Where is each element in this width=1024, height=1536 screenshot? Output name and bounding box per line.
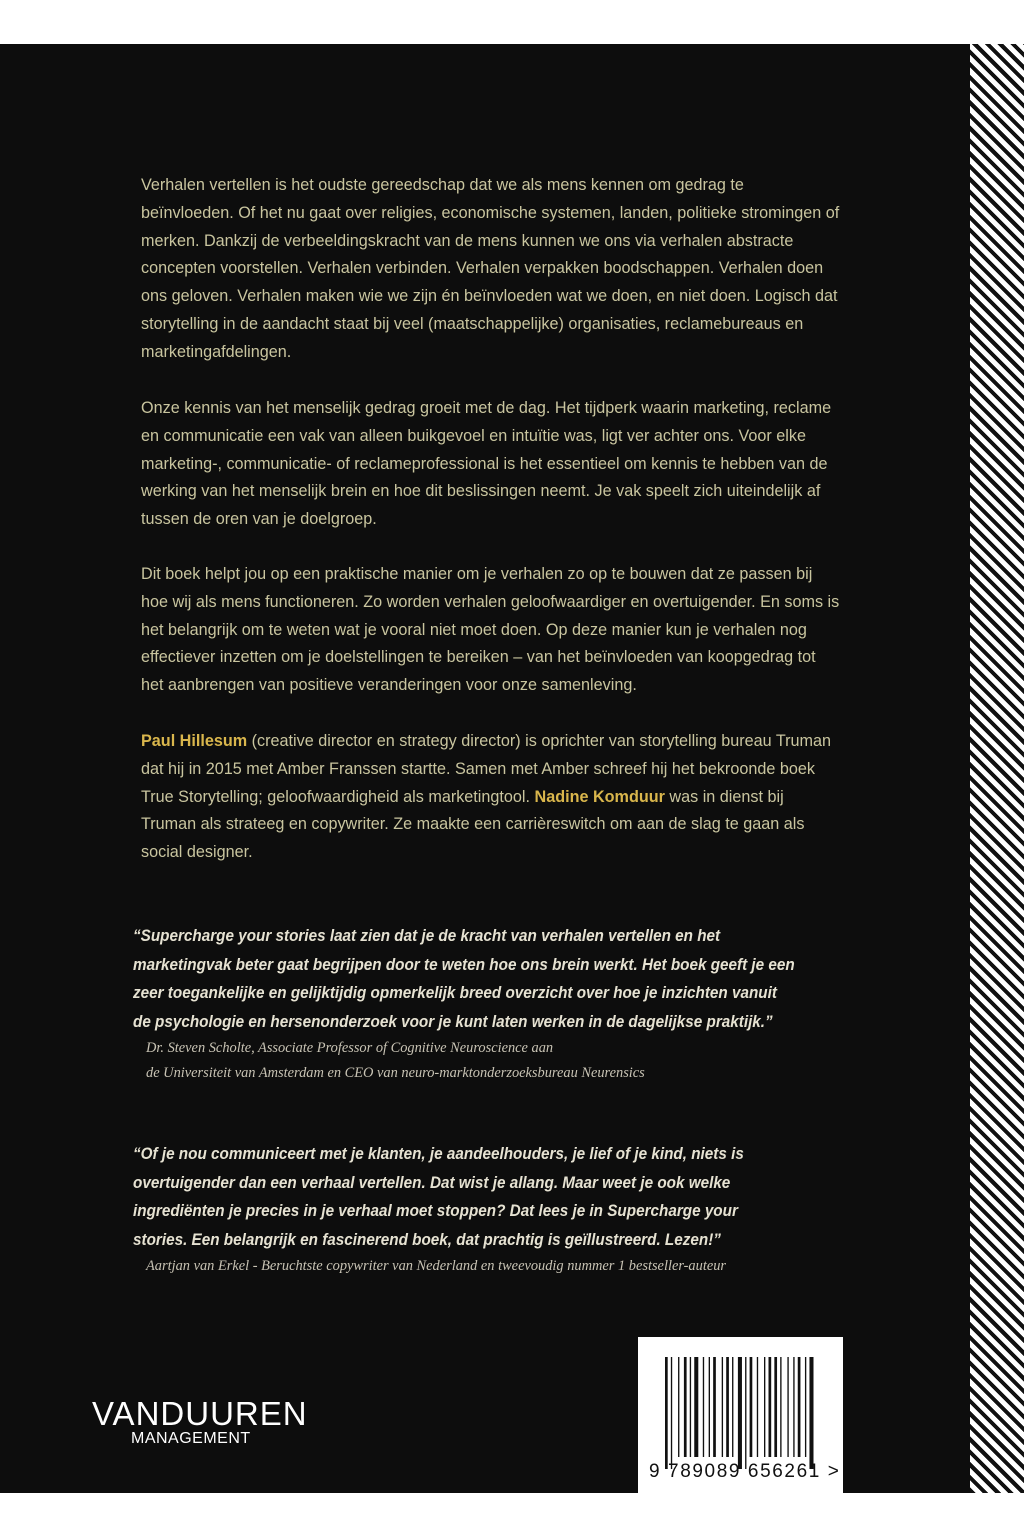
author-name-nadine: Nadine Komduur bbox=[534, 787, 665, 806]
endorsement-quote-1: “Supercharge your stories laat zien dat je de kracht van verhalen vertellen en het marketingvak beter gaat begrijpen door te weten hoe ons brein werkt. Het boek geeft je een zeer toegankelijke en gelijktijdig opmerkelijk breed overzicht over hoe je inzichten vanuit de psychologie en hersenonderzoek voor je kunt laten werken in de dagelijkse praktijk.” bbox=[133, 926, 795, 1031]
barcode-bar bbox=[713, 1357, 716, 1457]
author-bio-paragraph bbox=[141, 728, 841, 867]
barcode-bar bbox=[678, 1357, 679, 1457]
barcode-box bbox=[638, 1337, 843, 1493]
blurb-paragraph-2: Onze kennis van het menselijk gedrag groeit met de dag. Het tijdperk waarin marketing, reclame en communicatie een vak van alleen buikgevoel en intuïtie was, ligt ver achter ons. Voor elke marketing-, communicatie- of reclameprofessional is het essentieel om kennis te hebben van de werking van het menselijk brein en hoe dit beslissingen neemt. Je vak speelt zich uiteindelijk af tussen de oren van je doelgroep. bbox=[141, 399, 832, 529]
barcode-bar bbox=[750, 1357, 753, 1457]
endorsement-attribution-1 bbox=[146, 1036, 826, 1086]
barcode-bar bbox=[694, 1357, 698, 1457]
publisher-logo bbox=[92, 1395, 308, 1447]
barcode-bar bbox=[722, 1357, 723, 1457]
attribution-line-1: Dr. Steven Scholte, Associate Professor of Cognitive Neuroscience aan bbox=[146, 1040, 554, 1056]
barcode-bar bbox=[805, 1357, 806, 1457]
barcode-bar bbox=[798, 1357, 801, 1457]
barcode-bar bbox=[671, 1357, 672, 1469]
blurb-paragraph-3: Dit boek helpt jou op een praktische manier om je verhalen zo op te bouwen dat ze passen bij hoe wij als mens functioneren. Zo worden verhalen geloofwaardiger en overtuigender. En soms is het belangrijk om te weten wat je vooral niet moet doen. Op deze manier kun je verhalen nog effectiever inzetten om je doelstellingen te bereiken – van het beïnvloeden van koopgedrag tot het aanbrengen van positieve veranderingen voor onze samenleving. bbox=[141, 565, 840, 695]
barcode-bar bbox=[709, 1357, 710, 1457]
author-name-paul: Paul Hillesum bbox=[141, 732, 248, 750]
barcode-bar bbox=[690, 1357, 691, 1457]
isbn-number: 9 789089 656261 > bbox=[649, 1461, 841, 1482]
barcode-bar bbox=[774, 1357, 777, 1457]
publisher-subtitle: MANAGEMENT bbox=[131, 1430, 251, 1447]
barcode-bar bbox=[703, 1357, 704, 1457]
barcode-icon bbox=[665, 1357, 830, 1469]
barcode-bar bbox=[745, 1357, 746, 1469]
barcode-bar bbox=[738, 1357, 742, 1469]
attribution-line-2: de Universiteit van Amsterdam en CEO van neuro-marktonderzoeksbureau Neurensics bbox=[146, 1065, 645, 1081]
barcode-bar bbox=[757, 1357, 758, 1457]
barcode-bar bbox=[726, 1357, 729, 1457]
barcode-bar bbox=[769, 1357, 772, 1457]
author-bio-text-2: was in dienst bij Truman als strateeg en copywriter. Ze maakte een carrièreswitch om aan de slag te gaan als social designer. bbox=[141, 787, 805, 862]
author-bio-text-1: (creative director en strategy director) is oprichter van storytelling bureau Truman dat hij in 2015 met Amber Franssen startte. Samen met Amber schreef hij het bekroonde boek True Storytelling; geloofwaardigheid als marketingtool. bbox=[141, 732, 832, 806]
barcode-bar bbox=[780, 1357, 781, 1457]
barcode-bar bbox=[809, 1357, 813, 1469]
barcode-bar bbox=[787, 1357, 788, 1457]
barcode-bar bbox=[793, 1357, 794, 1457]
diagonal-stripe-border bbox=[970, 44, 1024, 1493]
book-back-cover bbox=[0, 44, 970, 1493]
barcode-bar bbox=[764, 1357, 765, 1457]
endorsement-quote-2: “Of je nou communiceert met je klanten, je aandeelhouders, je lief of je kind, niets is overtuigender dan een verhaal vertellen. Dat wist je allang. Maar weet je ook welke ingrediënten je precies in je verhaal moet stoppen? Dat lees je in Supercharge your stories. Een belangrijk en fascinerend boek, dat prachtig is geïllustreerd. Lezen!” bbox=[133, 1144, 744, 1249]
barcode-bar bbox=[684, 1357, 687, 1457]
blurb-paragraph-1: Verhalen vertellen is het oudste gereedschap dat we als mens kennen om gedrag te beïnvloeden. Of het nu gaat over religies, economische systemen, landen, politieke stromingen of merken. Dankzij de verbeeldingskracht van de mens kunnen we ons via verhalen abstracte concepten voorstellen. Verhalen verbinden. Verhalen verpakken boodschappen. Verhalen doen ons geloven. Verhalen maken wie we zijn én beïnvloeden wat we doen, en niet doen. Logisch dat storytelling in de aandacht staat bij veel (maatschappelijke) organisaties, reclamebureaus en marketingafdelingen. bbox=[141, 176, 840, 361]
publisher-name: VANDUUREN bbox=[92, 1395, 308, 1432]
barcode-bar bbox=[665, 1357, 668, 1469]
endorsement-attribution-2: Aartjan van Erkel - Beruchtste copywriter van Nederland en tweevoudig nummer 1 bestseller-auteur bbox=[146, 1258, 727, 1274]
barcode-bar bbox=[732, 1357, 733, 1457]
